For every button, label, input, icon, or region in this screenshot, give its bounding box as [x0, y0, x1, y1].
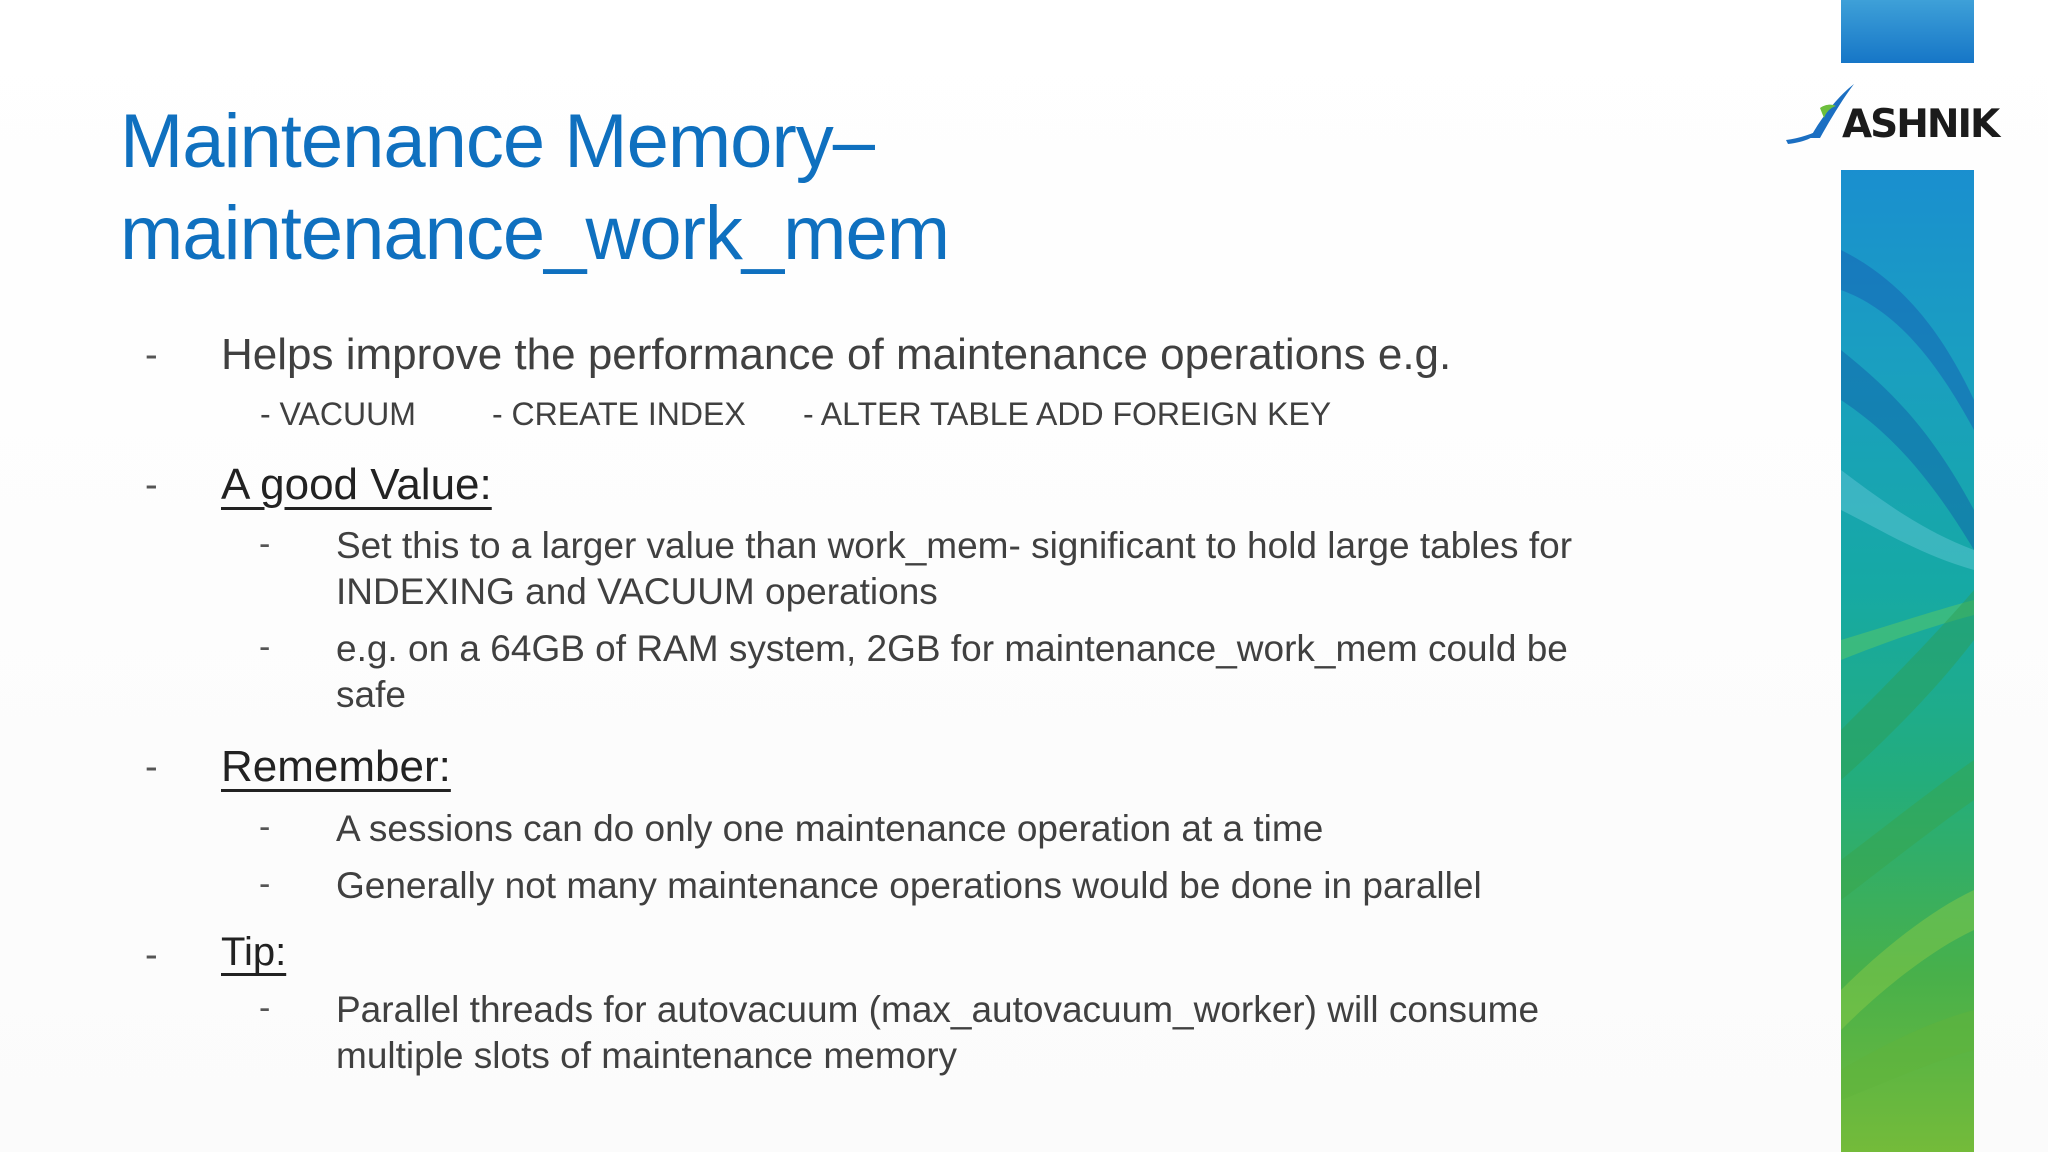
remember-item-2: Generally not many maintenance operations would be done in parallel [336, 865, 1482, 906]
good-value-heading: A good Value: [221, 460, 492, 509]
op-alter-table: - ALTER TABLE ADD FOREIGN KEY [803, 396, 1332, 432]
logo-text: ASHNIK [1842, 102, 1999, 147]
title-line-2: maintenance_work_mem [120, 191, 950, 276]
intro-bullet: Helps improve the performance of maintenance operations e.g. [221, 330, 1452, 379]
decorative-band-top [1841, 0, 1974, 63]
tip-item-1-line-1: Parallel threads for autovacuum (max_autovacuum_worker) will consume [336, 989, 1540, 1030]
op-create-index: - CREATE INDEX [492, 396, 746, 432]
sub-bullet-dash: - [259, 628, 271, 666]
good-value-item-2-line-2: safe [336, 674, 406, 715]
good-value-item-1-line-1: Set this to a larger value than work_mem- significant to hold large tables for [336, 525, 1573, 566]
op-vacuum: - VACUUM [260, 396, 416, 432]
bullet-dash: - [145, 934, 158, 976]
bullet-dash: - [145, 334, 158, 376]
band-swoosh-graphic [1841, 170, 1974, 1152]
tip-heading: Tip: [221, 930, 287, 974]
good-value-item-2-line-1: e.g. on a 64GB of RAM system, 2GB for maintenance_work_mem could be [336, 628, 1568, 669]
sub-bullet-dash: - [259, 865, 271, 903]
sub-bullet-dash: - [259, 989, 271, 1027]
remember-item-1: A sessions can do only one maintenance operation at a time [336, 808, 1324, 849]
ashnik-logo [1780, 80, 2010, 160]
title-line-1: Maintenance Memory– [120, 99, 875, 184]
good-value-item-1-line-2: INDEXING and VACUUM operations [336, 571, 938, 612]
remember-heading: Remember: [221, 742, 451, 791]
tip-item-1-line-2: multiple slots of maintenance memory [336, 1035, 958, 1076]
decorative-band [1841, 170, 1974, 1152]
sub-bullet-dash: - [259, 525, 271, 563]
sub-bullet-dash: - [259, 808, 271, 846]
bullet-dash: - [145, 464, 158, 506]
bullet-dash: - [145, 746, 158, 788]
